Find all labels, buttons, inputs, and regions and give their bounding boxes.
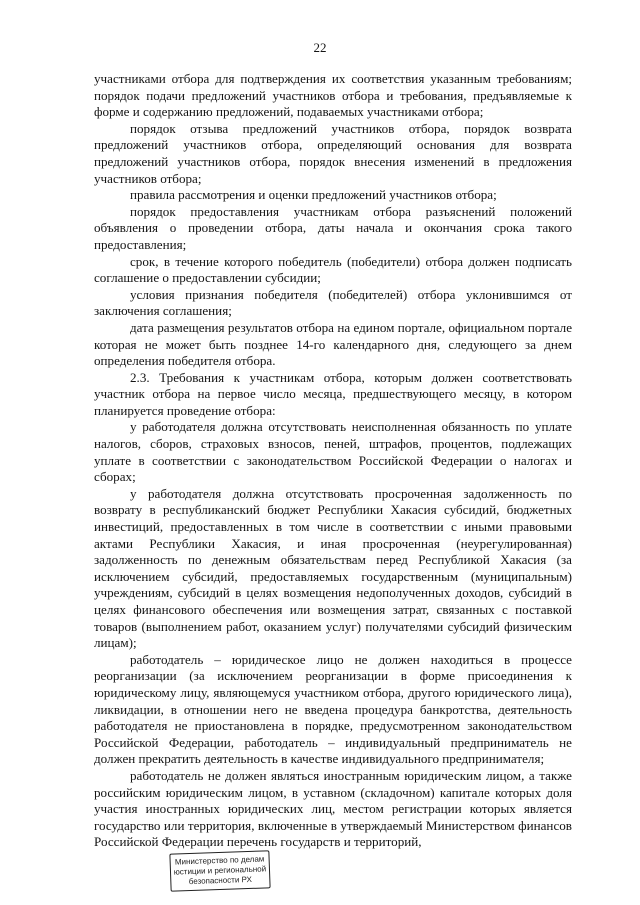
paragraph: работодатель – юридическое лицо не должен находиться в процессе реорганизации (за исключением реорганизации в форме присоединения к юридическому лицу, являющемуся участником отбора, другого юридического лица), ликвидации, в отношении него не введена процедура банкротства, деятельность работодателя не приостановлена в порядке, предусмотренном законодательством Российской Федерации, работодатель – индивидуальный предприниматель не должен прекратить деятельность в качестве индивидуального предпринимателя; bbox=[94, 651, 572, 767]
stamp-line: юстиции и региональной bbox=[173, 864, 267, 877]
paragraph: у работодателя должна отсутствовать неисполненная обязанность по уплате налогов, сборов, страховых взносов, пеней, штрафов, процентов, подлежащих уплате в соответствии с законодательством Российской Федерации о налогах и сборах; bbox=[94, 419, 572, 485]
paragraph: у работодателя должна отсутствовать просроченная задолженность по возврату в республиканский бюджет Республики Хакасия субсидий, бюджетных инвестиций, предоставленных в том числе в соответствии с иными правовыми актами Республики Хакасия, и иная просроченная (неурегулированная) задолженность по денежным обязательствам перед Республикой Хакасия (за исключением субсидий, предоставляемых государственным (муниципальным) учреждениям, субсидий в целях возмещения недополученных доходов, субсидий в целях финансового обеспечения или возмещения затрат, связанных с поставкой товаров (выполнением работ, оказанием услуг) получателями субсидий физическим лицам); bbox=[94, 485, 572, 651]
stamp-line: безопасности РХ bbox=[188, 874, 253, 887]
paragraph: порядок отзыва предложений участников отбора, порядок возврата предложений участников отбора, определяющий основания для возврата предложений участников отбора, порядок внесения изменений в предложения участников отбора; bbox=[94, 120, 572, 186]
paragraph: работодатель не должен являться иностранным юридическим лицом, а также российским юридическим лицом, в уставном (складочном) капитале которых доля участия иностранных юридических лиц, местом регистрации которых является государство или территория, включенные в утверждаемый Министерством финансов Российской Федерации перечень государств и территорий, bbox=[94, 767, 572, 850]
paragraph: срок, в течение которого победитель (победители) отбора должен подписать соглашение о предоставлении субсидии; bbox=[94, 253, 572, 286]
document-body bbox=[94, 71, 572, 851]
registration-stamp bbox=[169, 850, 270, 891]
page-number: 22 bbox=[313, 40, 327, 55]
paragraph: дата размещения результатов отбора на едином портале, официальном портале которая не может быть позднее 14-го календарного дня, следующего за днем определения победителя отбора. bbox=[94, 319, 572, 369]
paragraph: правила рассмотрения и оценки предложений участников отбора; bbox=[130, 187, 497, 203]
paragraph: порядок предоставления участникам отбора разъяснений положений объявления о проведении отбора, даты начала и окончания срока такого предоставления; bbox=[94, 203, 572, 252]
paragraph: участниками отбора для подтверждения их соответствия указанным требованиям; порядок подачи предложений участников отбора и требования, предъявляемые к форме и содержанию предложений, подаваемых участниками отбора; bbox=[94, 71, 572, 120]
stamp-line: Министерство по делам bbox=[174, 854, 265, 867]
paragraph: условия признания победителя (победителей) отбора уклонившимся от заключения соглашения; bbox=[94, 286, 572, 319]
section-2-3-paragraph: 2.3. Требования к участникам отбора, которым должен соответствовать участник отбора на первое число месяца, предшествующего месяцу, в котором планируется проведение отбора: bbox=[94, 369, 572, 418]
